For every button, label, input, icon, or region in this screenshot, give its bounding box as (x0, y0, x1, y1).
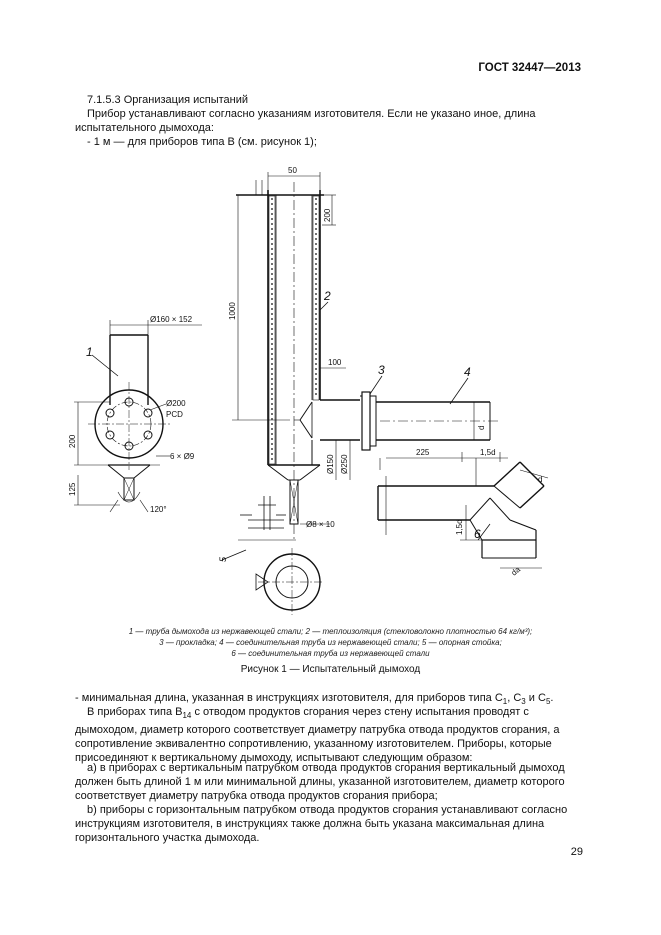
callout-5: 5 (218, 556, 228, 562)
callout-6: 6 (474, 527, 481, 541)
label-dim-200-left: 200 (68, 434, 77, 448)
label-dim-pcd: PCD (166, 410, 183, 419)
subscript: 5 (545, 697, 551, 707)
figure-legend-line-3: 6 — соединительная труба из нержавеющей стали (231, 649, 430, 658)
label-dim-d150: Ø150 (326, 454, 335, 474)
paragraph-1: Прибор устанавливают согласно указаниям изготовителя. Если не указано иное, длина испытательного дымохода: (75, 108, 536, 134)
label-dim-1000: 1000 (228, 302, 237, 320)
list-item-2-text: . (550, 692, 554, 704)
label-dim-15d-vertical: 1,5d (455, 519, 464, 535)
label-dim-225: 225 (416, 448, 430, 457)
callout-1: 1 (86, 345, 93, 359)
figure-legend-line-2: 3 — прокладка; 4 — соединительная труба из нержавеющей стали; 5 — опорная стойка; (159, 638, 502, 647)
label-dim-8x10: Ø8 × 10 (306, 520, 335, 529)
standard-header: ГОСТ 32447—2013 (478, 62, 581, 74)
label-dim-15d: 1,5d (480, 448, 496, 457)
label-dim-d-elbow: d (538, 475, 543, 484)
paragraph-2-text: В приборах типа B (87, 706, 183, 718)
list-item-2-text: , C (507, 692, 522, 704)
label-dim-125: 125 (68, 482, 77, 496)
label-dim-holes: 6 × Ø9 (170, 452, 195, 461)
label-dim-da: da (509, 564, 523, 578)
list-item-2-text: и C (525, 692, 546, 704)
paragraph-2-text: с отводом продуктов сгорания через стену испытания проводят с дымоходом, диаметр которого соответствует диаметру патрубка отвода продуктов сгорания, а сопротивление эквивалентно сопротивлению, указанному изготовителем. Приборы, которые присоединяют к вертикальному дымоходу, испытывают следующим образом: (75, 706, 560, 765)
label-dim-100: 100 (328, 358, 342, 367)
label-dim-d250: Ø250 (340, 454, 349, 474)
callout-4: 4 (464, 365, 471, 379)
paragraph-2 (75, 705, 583, 765)
list-item-2-text: - минимальная длина, указанная в инструкциях изготовителя, для приборов типа C (75, 692, 503, 704)
paragraph-4: b) приборы с горизонтальным патрубком отвода продуктов сгорания устанавливают согласно инструкциям изготовителя, в инструкциях также должна быть указана максимальная длина горизонтального участка дымохода. (75, 804, 568, 844)
subscript: 14 (182, 711, 192, 721)
figure-legend-line-1: 1 — труба дымохода из нержавеющей стали; 2 — теплоизоляция (стекловолокно плотностью 64 кг/м³); (128, 627, 533, 636)
callout-3: 3 (378, 363, 385, 377)
label-dim-d200: Ø200 (166, 399, 186, 408)
callout-2: 2 (324, 289, 331, 303)
paragraph-3: a) в приборах с вертикальным патрубком отвода продуктов сгорания вертикальный дымоход должен быть длиной 1 м или минимальной длины, указанной изготовителем, диаметр которого соответствует диаметру патрубка отвода продуктов сгорания прибора; (75, 762, 565, 802)
subscript: 3 (521, 697, 526, 707)
list-item-1: - 1 м — для приборов типа B (см. рисунок 1); (87, 136, 317, 148)
label-dim-120: 120° (150, 505, 167, 514)
page-number: 29 (570, 846, 583, 858)
figure-title: Рисунок 1 — Испытательный дымоход (240, 664, 421, 675)
section-heading-text: 7.1.5.3 Организация испытаний (87, 94, 248, 106)
label-dim-d160: Ø160 × 152 (150, 315, 193, 324)
label-dim-50: 50 (288, 166, 297, 175)
subscript: 1 (502, 697, 508, 707)
label-dim-200-top: 200 (323, 208, 332, 222)
label-dim-d-pipe: d (477, 425, 486, 430)
